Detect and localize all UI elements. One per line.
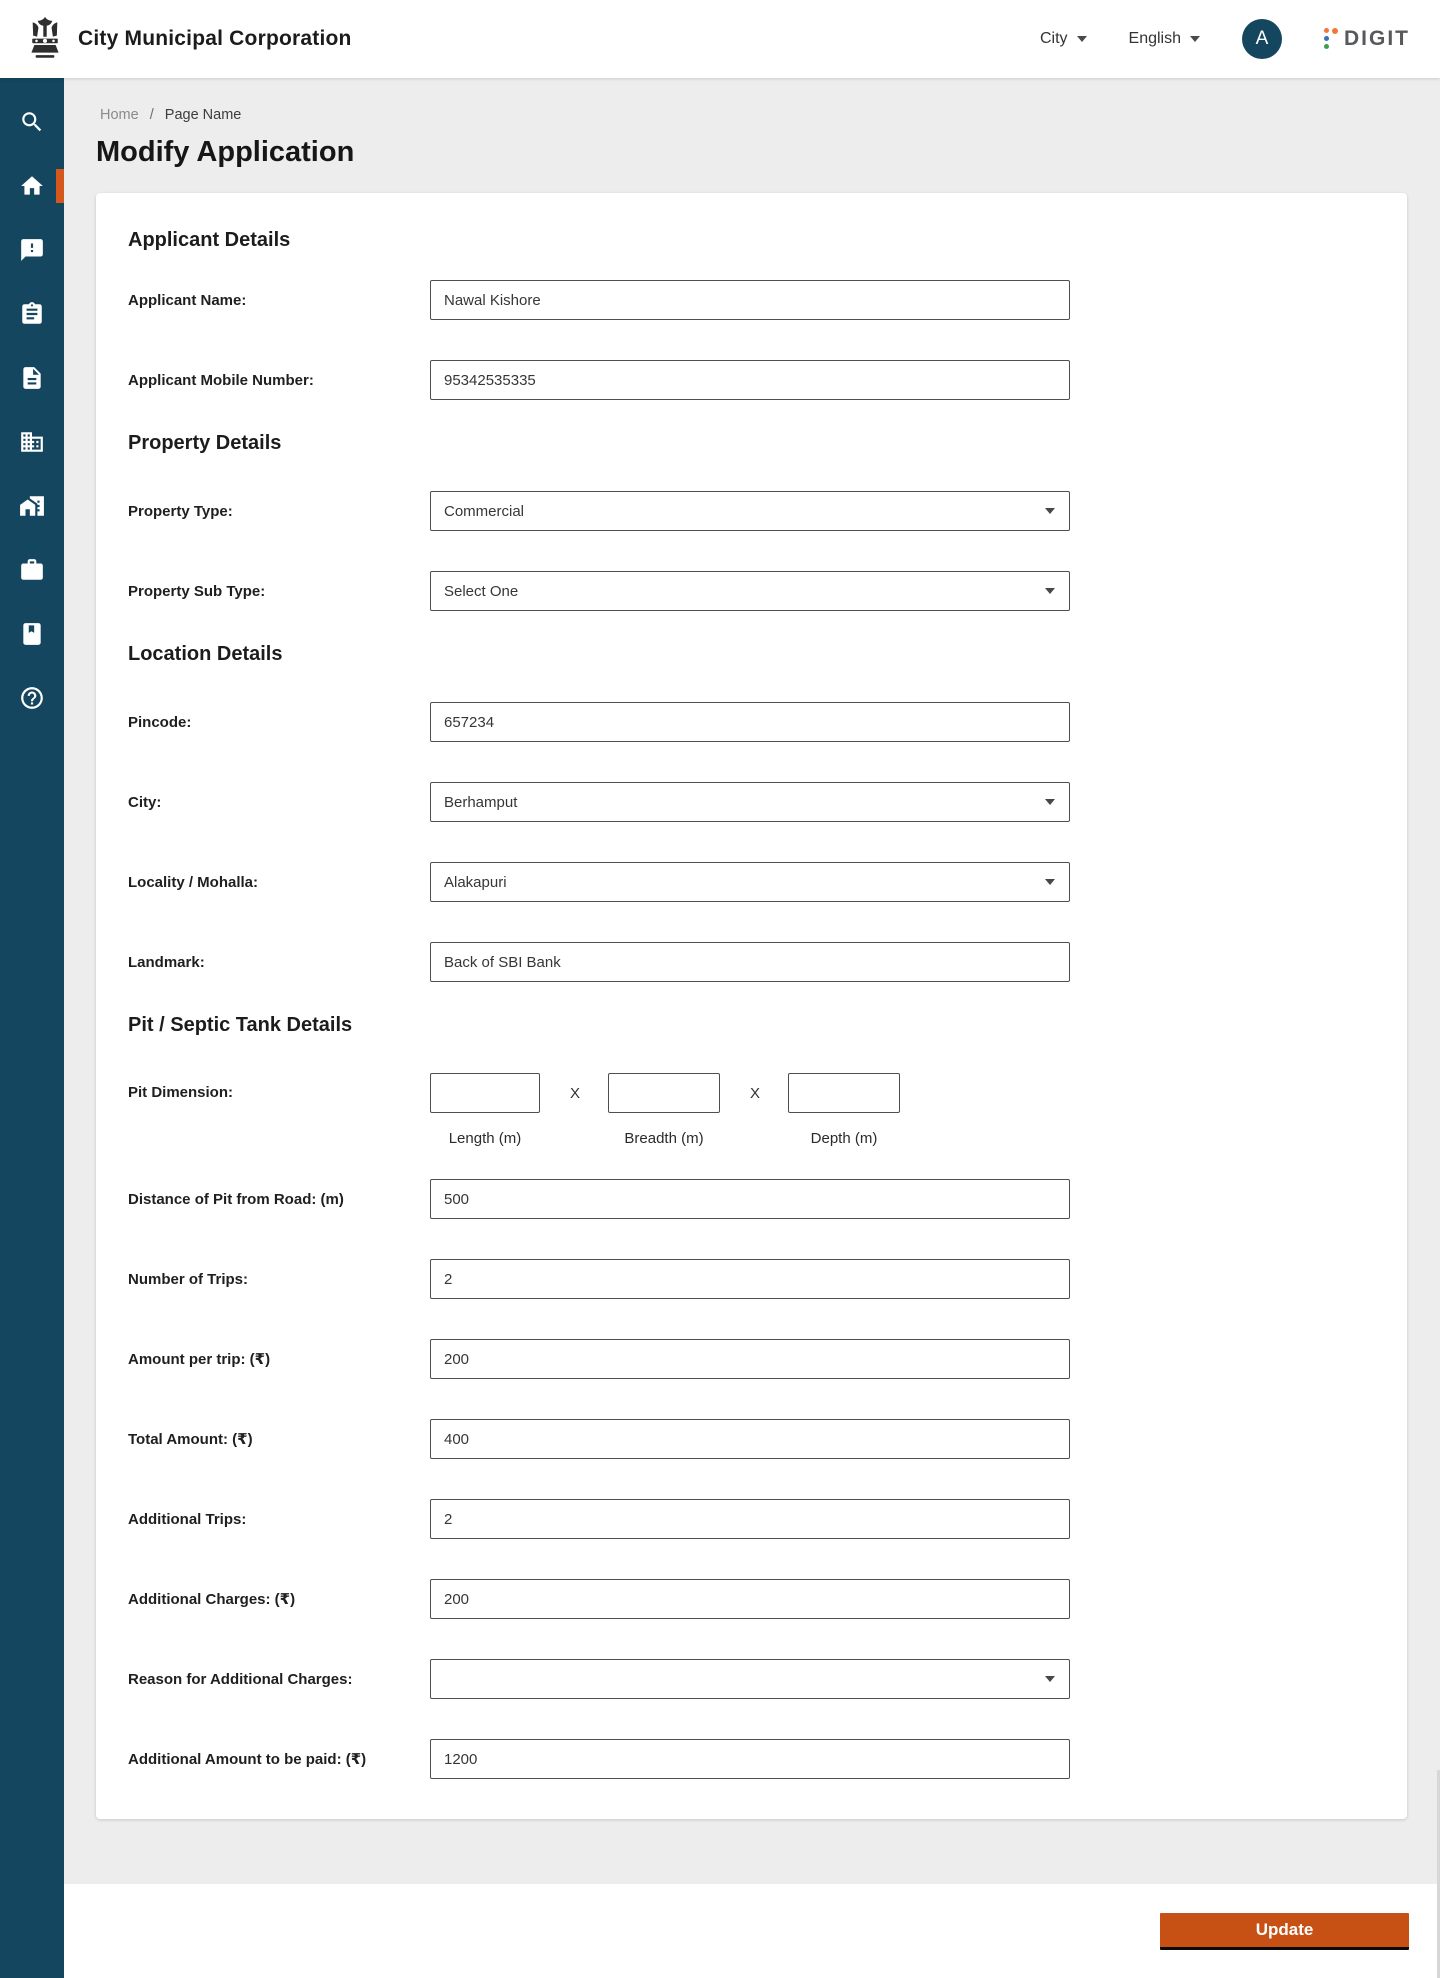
form-row-total-amount bbox=[128, 1419, 1375, 1459]
pit-depth-caption: Depth (m) bbox=[810, 1130, 878, 1147]
city-selector[interactable] bbox=[1040, 30, 1087, 48]
form-row-locality bbox=[128, 862, 1375, 902]
number-of-trips-label: Number of Trips: bbox=[128, 1270, 249, 1288]
property-type-select[interactable] bbox=[430, 491, 1070, 531]
chevron-down-icon bbox=[1045, 588, 1055, 594]
breadcrumb bbox=[96, 107, 1407, 123]
section-heading-pit-details: Pit / Septic Tank Details bbox=[128, 1014, 353, 1036]
language-selector-label: English bbox=[1128, 30, 1181, 47]
chevron-down-icon bbox=[1190, 36, 1200, 42]
applicant-mobile-input[interactable] bbox=[430, 360, 1070, 400]
sidebar-item-reports[interactable] bbox=[0, 346, 64, 410]
city-select[interactable] bbox=[430, 782, 1070, 822]
chevron-down-icon bbox=[1077, 36, 1087, 42]
sidebar-item-feedback[interactable] bbox=[0, 218, 64, 282]
app-header bbox=[0, 0, 1440, 78]
help-icon bbox=[19, 685, 45, 711]
pit-depth-input[interactable] bbox=[788, 1073, 900, 1113]
pit-dimension-label: Pit Dimension: bbox=[128, 1084, 234, 1101]
additional-trips-label: Additional Trips: bbox=[128, 1510, 247, 1528]
form-row-number-of-trips bbox=[128, 1259, 1375, 1299]
sidebar-item-search[interactable] bbox=[0, 90, 64, 154]
update-button[interactable]: Update bbox=[1160, 1913, 1409, 1950]
pit-breadth-caption: Breadth (m) bbox=[624, 1130, 704, 1147]
property-sub-type-select[interactable] bbox=[430, 571, 1070, 611]
locality-selected-value: Alakapuri bbox=[444, 873, 507, 891]
additional-charges-label: Additional Charges: (₹) bbox=[128, 1591, 296, 1608]
form-row-landmark bbox=[128, 942, 1375, 982]
applicant-name-input[interactable] bbox=[430, 280, 1070, 320]
briefcase-icon bbox=[19, 557, 45, 583]
dimension-separator: X bbox=[750, 1084, 761, 1102]
additional-trips-input[interactable] bbox=[430, 1499, 1070, 1539]
app-title: City Municipal Corporation bbox=[78, 27, 352, 50]
total-amount-input[interactable] bbox=[430, 1419, 1070, 1459]
feedback-icon bbox=[19, 237, 45, 263]
digit-logo bbox=[1324, 27, 1410, 51]
form-row-additional-amount bbox=[128, 1739, 1375, 1779]
pit-length-input[interactable] bbox=[430, 1073, 540, 1113]
sidebar-item-work[interactable] bbox=[0, 538, 64, 602]
form-row-applicant-mobile bbox=[128, 360, 1375, 400]
sidebar-item-property[interactable] bbox=[0, 474, 64, 538]
property-type-selected-value: Commercial bbox=[444, 502, 525, 520]
landmark-input[interactable] bbox=[430, 942, 1070, 982]
form-row-pit-dimension bbox=[128, 1073, 1375, 1147]
chevron-down-icon bbox=[1045, 508, 1055, 514]
application-form-card bbox=[96, 193, 1407, 1819]
document-icon bbox=[19, 365, 45, 391]
form-row-applicant-name bbox=[128, 280, 1375, 320]
form-row-property-sub-type bbox=[128, 571, 1375, 611]
property-sub-type-label: Property Sub Type: bbox=[128, 582, 266, 600]
additional-charges-input[interactable] bbox=[430, 1579, 1070, 1619]
sidebar-item-home[interactable] bbox=[0, 154, 64, 218]
applicant-mobile-label: Applicant Mobile Number: bbox=[128, 371, 314, 389]
clipboard-icon bbox=[19, 301, 45, 327]
ashoka-emblem-icon bbox=[28, 16, 62, 62]
city-selector-label: City bbox=[1039, 30, 1068, 47]
digit-logo-text: DIGIT bbox=[1344, 27, 1410, 50]
form-row-reason bbox=[128, 1659, 1375, 1699]
number-of-trips-input[interactable] bbox=[430, 1259, 1070, 1299]
main-content bbox=[64, 78, 1440, 1819]
city-label: City: bbox=[128, 793, 162, 811]
property-type-label: Property Type: bbox=[128, 502, 233, 520]
city-selected-value: Berhamput bbox=[444, 793, 518, 811]
breadcrumb-separator: / bbox=[149, 107, 154, 123]
section-heading-property-details: Property Details bbox=[128, 432, 282, 454]
building-icon bbox=[19, 429, 45, 455]
chevron-down-icon bbox=[1045, 799, 1055, 805]
search-icon bbox=[19, 109, 45, 135]
form-row-distance bbox=[128, 1179, 1375, 1219]
home-work-icon bbox=[19, 493, 45, 519]
form-row-amount-per-trip bbox=[128, 1339, 1375, 1379]
user-avatar[interactable]: A bbox=[1242, 19, 1282, 59]
form-row-city bbox=[128, 782, 1375, 822]
action-bar bbox=[64, 1884, 1440, 1978]
additional-amount-label: Additional Amount to be paid: (₹) bbox=[128, 1751, 367, 1768]
home-icon bbox=[19, 173, 45, 199]
dimension-separator: X bbox=[570, 1084, 581, 1102]
distance-label: Distance of Pit from Road: (m) bbox=[128, 1190, 344, 1208]
bookmark-book-icon bbox=[19, 621, 45, 647]
chevron-down-icon bbox=[1045, 1676, 1055, 1682]
sidebar-item-help[interactable] bbox=[0, 666, 64, 730]
form-row-additional-charges bbox=[128, 1579, 1375, 1619]
sidebar-item-building[interactable] bbox=[0, 410, 64, 474]
amount-per-trip-label: Amount per trip: (₹) bbox=[128, 1351, 271, 1368]
reason-select[interactable] bbox=[430, 1659, 1070, 1699]
form-row-additional-trips bbox=[128, 1499, 1375, 1539]
form-row-pincode bbox=[128, 702, 1375, 742]
pincode-label: Pincode: bbox=[128, 713, 192, 731]
chevron-down-icon bbox=[1045, 879, 1055, 885]
additional-amount-input[interactable] bbox=[430, 1739, 1070, 1779]
section-heading-location-details: Location Details bbox=[128, 643, 283, 665]
sidebar-item-bookmark[interactable] bbox=[0, 602, 64, 666]
pincode-input[interactable] bbox=[430, 702, 1070, 742]
section-heading-applicant-details: Applicant Details bbox=[128, 229, 291, 251]
language-selector[interactable] bbox=[1129, 30, 1200, 48]
reason-label: Reason for Additional Charges: bbox=[128, 1670, 353, 1688]
breadcrumb-home-link[interactable]: Home bbox=[100, 107, 139, 123]
form-row-property-type bbox=[128, 491, 1375, 531]
applicant-name-label: Applicant Name: bbox=[128, 291, 247, 309]
amount-per-trip-input[interactable] bbox=[430, 1339, 1070, 1379]
pit-breadth-input[interactable] bbox=[608, 1073, 720, 1113]
distance-input[interactable] bbox=[430, 1179, 1070, 1219]
landmark-label: Landmark: bbox=[128, 953, 205, 971]
breadcrumb-current: Page Name bbox=[164, 107, 242, 123]
page-title: Modify Application bbox=[96, 136, 355, 168]
digit-logo-dots-icon bbox=[1324, 28, 1338, 50]
locality-select[interactable] bbox=[430, 862, 1070, 902]
sidebar-nav bbox=[0, 78, 64, 1978]
total-amount-label: Total Amount: (₹) bbox=[128, 1431, 253, 1448]
property-sub-type-selected-value: Select One bbox=[444, 582, 519, 600]
pit-length-caption: Length (m) bbox=[448, 1130, 522, 1147]
locality-label: Locality / Mohalla: bbox=[128, 873, 259, 891]
sidebar-item-applications[interactable] bbox=[0, 282, 64, 346]
